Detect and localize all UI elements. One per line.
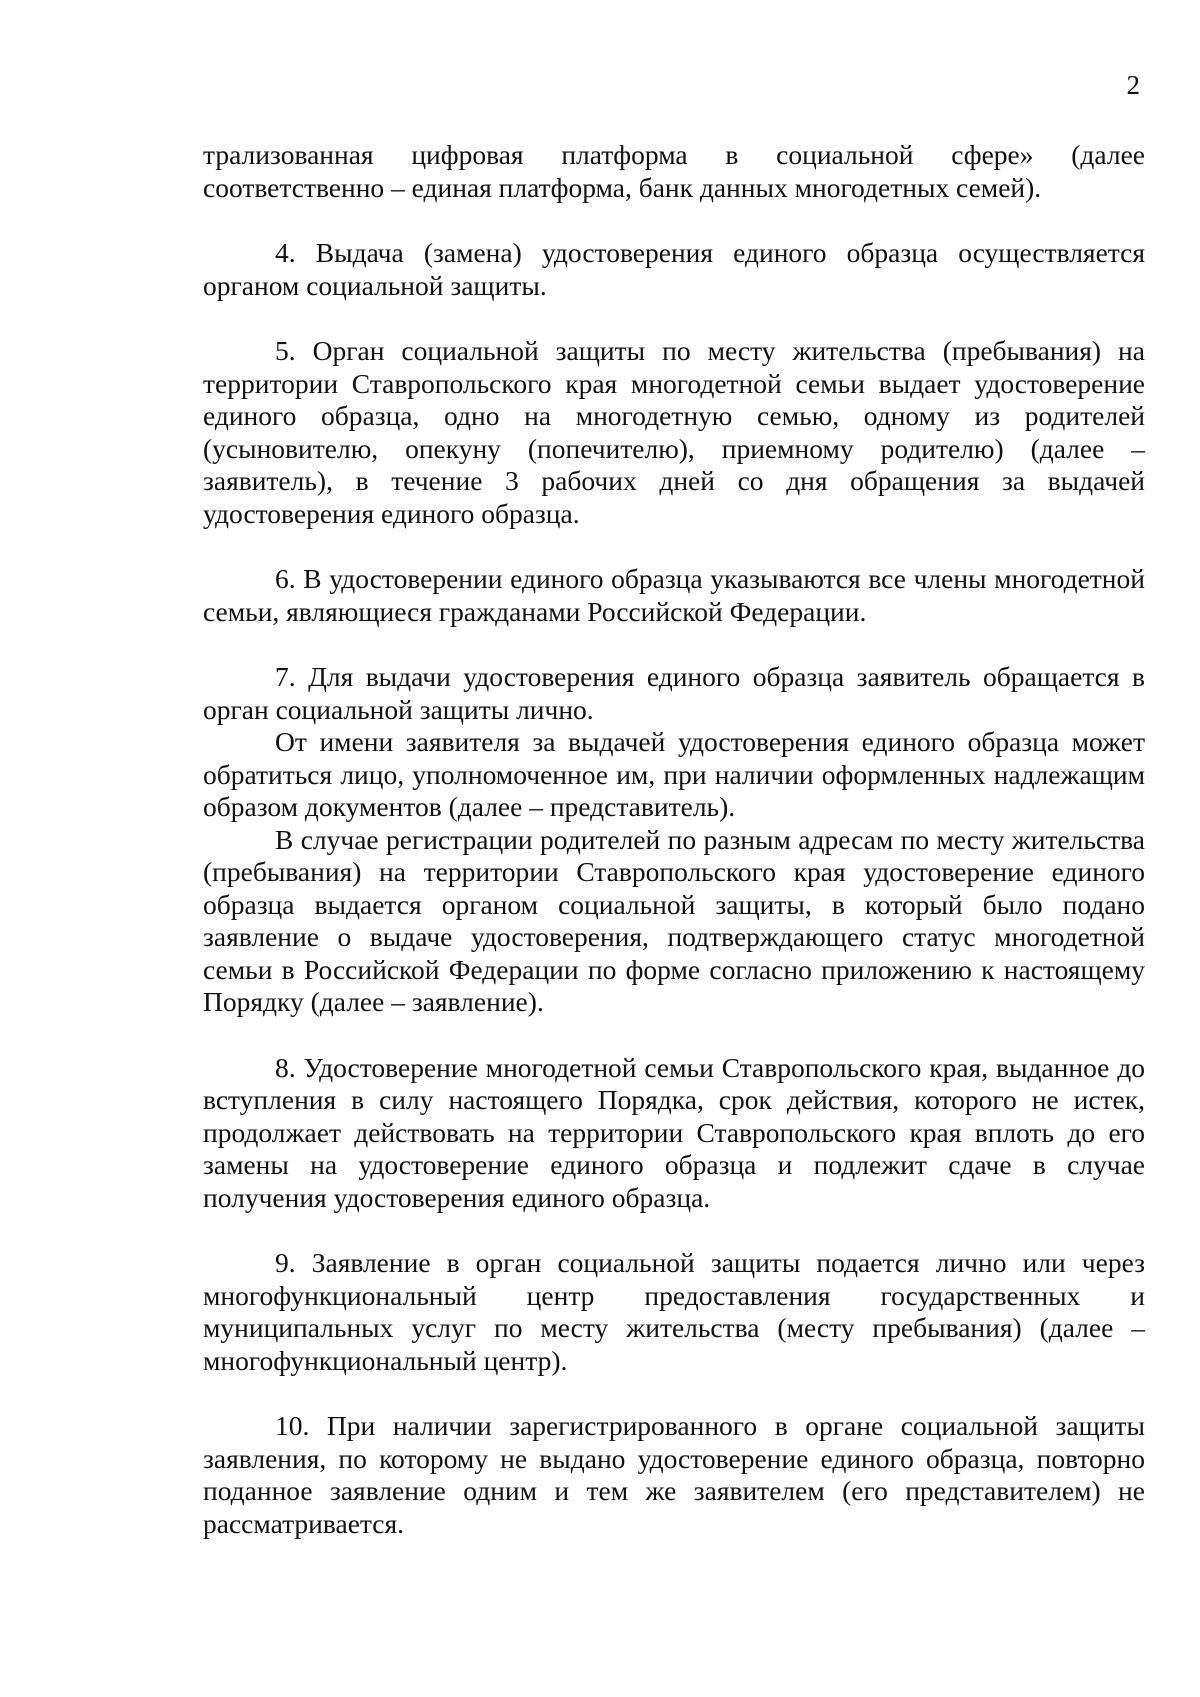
paragraph-item-7: 7. Для выдачи удостоверения единого образца заявитель обращается в орган социальной защиты лично.: [203, 661, 1145, 725]
paragraph-item-4: 4. Выдача (замена) удостоверения единого образца осуществляется органом социальной защиты.: [203, 237, 1145, 301]
paragraph-item-7-representative: От имени заявителя за выдачей удостоверения единого образца может обратиться лицо, уполномоченное им, при наличии оформленных надлежащим образом документов (далее – представитель).: [203, 726, 1145, 822]
paragraph-item-6: 6. В удостоверении единого образца указываются все члены многодетной семьи, являющиеся гражданами Российской Федерации.: [203, 563, 1145, 627]
paragraph-item-5: 5. Орган социальной защиты по месту жительства (пребывания) на территории Ставропольского края многодетной семьи выдает удостоверение единого образца, одно на многодетную семью, одному из родителей (усыновителю, опекуну (попечителю), приемному родителю) (далее – заявитель), в течение 3 рабочих дней со дня обращения за выдачей удостоверения единого образца.: [203, 335, 1145, 529]
paragraph-continuation: трализованная цифровая платформа в социальной сфере» (далее соответственно – единая платформа, банк данных многодетных семей).: [203, 139, 1145, 203]
paragraph-item-10: 10. При наличии зарегистрированного в органе социальной защиты заявления, по которому не выдано удостоверение единого образца, повторно поданное заявление одним и тем же заявителем (его представителем) не рассматривается.: [203, 1410, 1145, 1539]
paragraph-item-8: 8. Удостоверение многодетной семьи Ставропольского края, выданное до вступления в силу настоящего Порядка, срок действия, которого не истек, продолжает действовать на территории Ставропольского края вплоть до его замены на удостоверение единого образца и подлежит сдаче в случае получения удостоверения единого образца.: [203, 1051, 1145, 1213]
page-number: 2: [1126, 70, 1140, 100]
paragraph-item-9: 9. Заявление в орган социальной защиты подается лично или через многофункциональный центр предоставления государственных и муниципальных услуг по месту жительства (месту пребывания) (далее – многофункциональный центр).: [203, 1247, 1145, 1376]
document-body: [203, 139, 1145, 1540]
paragraph-item-7-different-addresses: В случае регистрации родителей по разным адресам по месту жительства (пребывания) на территории Ставропольского края удостоверение единого образца выдается органом социальной защиты, в который было подано заявление о выдаче удостоверения, подтверждающего статус многодетной семьи в Российской Федерации по форме согласно приложению к настоящему Порядку (далее – заявление).: [203, 823, 1145, 1017]
